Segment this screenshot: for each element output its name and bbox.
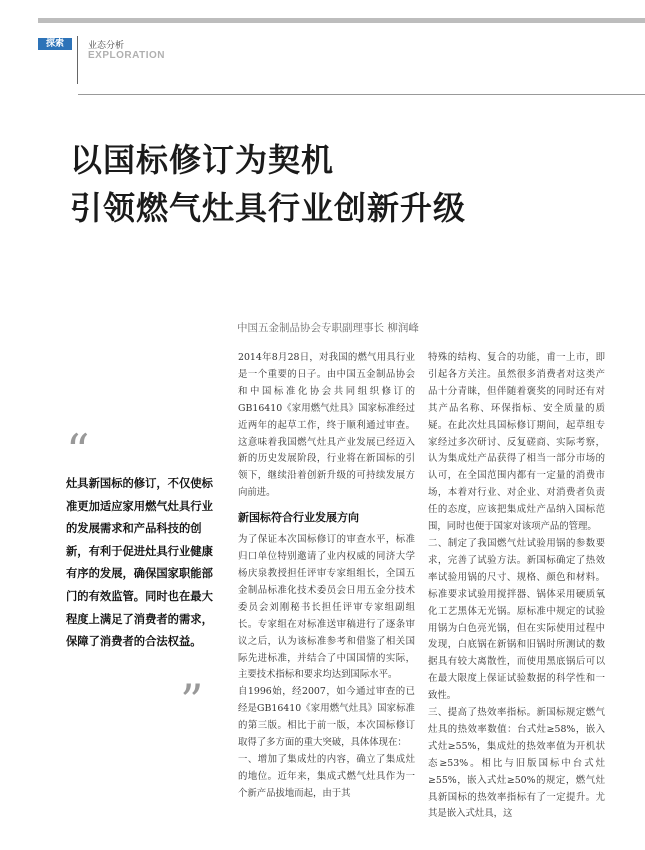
paragraph: 三、提高了热效率指标。新国标规定燃气灶具的热效率数值：台式灶≥58%，嵌入式灶≥55%，集成灶的热效率值为开机状态≥53%。相比与旧版国标中台式灶≥55%，嵌入式灶≥50%的规定，燃气灶具新国标的热效率指标有了一定提升。尤其是嵌入式灶具，这 xyxy=(428,707,605,820)
pull-quote: 灶具新国标的修订，不仅使标准更加适应家用燃气灶具行业的发展需求和产品科技的创新，有利于促进灶具行业健康有序的发展，确保国家职能部门的有效监管。同时也在最大程度上满足了消费者的需求，保障了消费者的合法权益。 xyxy=(66,477,213,649)
article-title xyxy=(70,136,630,232)
subheading: 新国标符合行业发展方向 xyxy=(238,511,359,525)
article-title-line-2: 引领燃气灶具行业创新升级 xyxy=(70,189,467,227)
open-quote-icon: “ xyxy=(66,424,90,478)
body-column-1 xyxy=(238,350,415,803)
close-quote-icon: ” xyxy=(180,674,204,728)
body-column-2 xyxy=(428,350,605,823)
paragraph: 二、制定了我国燃气灶试验用锅的参数要求，完善了试验方法。新国标确定了热效率试验用锅的尺寸、规格、颜色和材料。标准要求试验用搅拌器、锅体采用硬质氧化工艺黑体无光锅。原标准中规定的试验用锅为白色亮光锅，但在实际使用过程中发现，白底锅在新锅和旧锅时所测试的数据具有较大离散性，而使用黑底锅后可以在最大限度上保证试验数据的科学性和一致性。 xyxy=(428,537,605,702)
paragraph: 一、增加了集成灶的内容，确立了集成灶的地位。近年来，集成式燃气灶具作为一个新产品拔地而起，由于其 xyxy=(238,753,415,799)
paragraph: 特殊的结构、复合的功能，甫一上市，即引起各方关注。虽然很多消费者对这类产品十分青睐，但伴随着褒奖的同时还有对其产品名称、环保指标、安全质量的质疑。在此次灶具国标修订期间，起草组专家经过多次研讨、反复磋商、实际考察，认为集成灶产品获得了相当一部分市场的认可，在全国范围内都有一定量的消费市场，本着对行业、对企业、对消费者负责任的态度，应该把集成灶产品纳入国标范围，同时也便于国家对该项产品的管理。 xyxy=(428,352,605,533)
header-divider xyxy=(77,36,78,84)
section-badge: 探索 xyxy=(38,38,72,50)
paragraph: 自1996始，经2007，如今通过审查的已经是GB16410《家用燃气灶具》国家标准的第三版。相比于前一版，本次国标修订取得了多方面的重大突破，具体体现在： xyxy=(238,686,415,749)
top-rule xyxy=(38,18,645,23)
author-byline: 中国五金制品协会专职副理事长 柳润峰 xyxy=(237,322,419,334)
article-title-line-1: 以国标修订为契机 xyxy=(70,141,335,179)
section-title-en: EXPLORATION xyxy=(88,50,165,61)
paragraph: 为了保证本次国标修订的审查水平，标准归口单位特别邀请了业内权威的同济大学杨庆泉教授担任评审专家组组长，全国五金制品标准化技术委员会日用五金分技术委员会刘刚秘书长担任评审专家组副组长。专家组在对标准送审稿进行了逐条审议之后，认为该标准参考和借鉴了相关国际先进标准，并结合了中国国情的实际，主要技术指标和要求均达到国际水平。 xyxy=(238,534,415,681)
section-title: 业态分析 xyxy=(88,41,125,51)
header-rule xyxy=(78,94,645,95)
paragraph: 2014年8月28日，对我国的燃气用具行业是一个重要的日子。由中国五金制品协会和中国标准化协会共同组织修订的GB16410《家用燃气灶具》国家标准经过近两年的起草工作，终于顺利通过审查。这意味着我国燃气灶具产业发展已经迈入新的历史发展阶段，行业将在新国标的引领下，继续沿着创新升级的可持续发展方向前进。 xyxy=(238,352,415,499)
